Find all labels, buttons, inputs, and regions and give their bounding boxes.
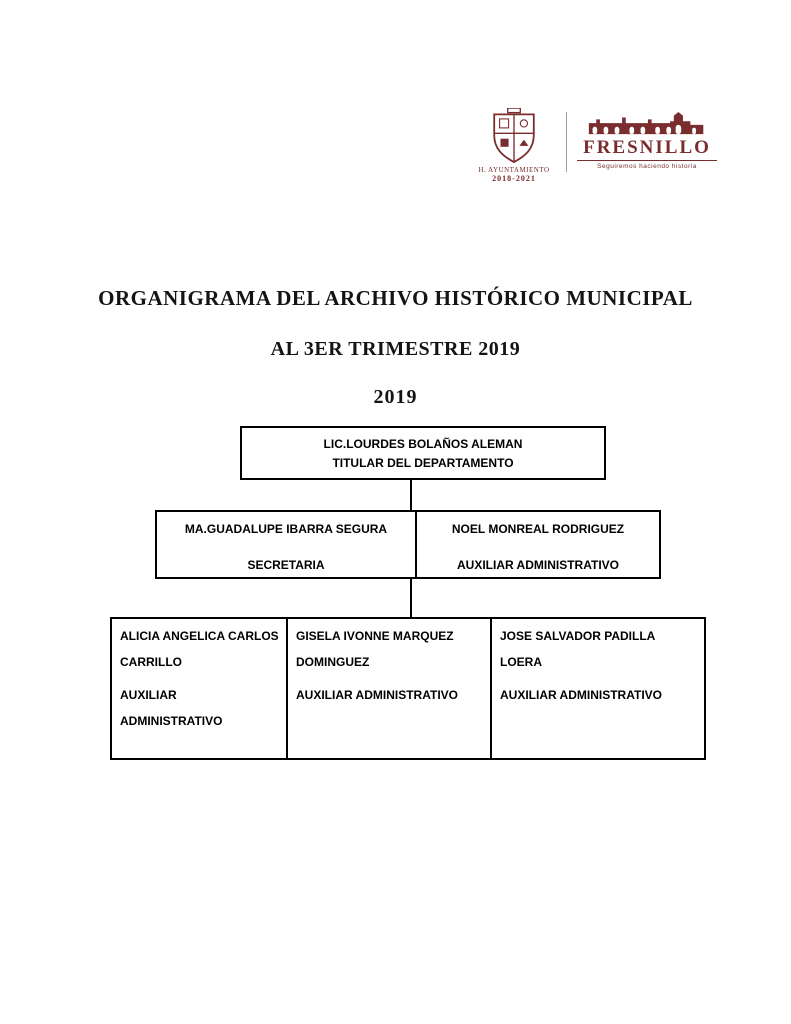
document-subtitle: AL 3ER TRIMESTRE 2019 [270,338,521,360]
header-logos [468,108,717,183]
fresnillo-tagline: Seguiremos haciendo historia [597,163,697,170]
auxiliar-padilla-name: JOSE SALVADOR PADILLA LOERA [500,629,655,669]
org-cell-auxiliar-marquez [288,619,492,758]
titular-name: LIC.LOURDES BOLAÑOS ALEMAN [323,437,523,451]
connector-line-bottom [410,579,412,617]
auxiliar-marquez-role: AUXILIAR ADMINISTRATIVO [296,688,458,702]
auxiliar-padilla-role: AUXILIAR ADMINISTRATIVO [500,688,662,702]
ayuntamiento-crest-icon [487,108,541,164]
crest-caption [468,166,560,183]
crest-caption-line2: 2018-2021 [492,174,536,183]
org-cell-auxiliar-carlos [112,619,288,758]
auxiliar-monreal-name: NOEL MONREAL RODRIGUEZ [451,522,625,536]
auxiliar-monreal-role: AUXILIAR ADMINISTRATIVO [457,558,619,572]
auxiliar-carlos-role: AUXILIAR ADMINISTRATIVO [120,688,223,728]
title-block [0,288,791,407]
connector-line-top [410,480,412,510]
auxiliar-marquez-name: GISELA IVONNE MARQUEZ DOMINGUEZ [296,629,454,669]
fresnillo-wordmark: FRESNILLO [577,137,717,161]
crest-caption-line1: H. AYUNTAMIENTO [478,166,550,174]
document-title: ORGANIGRAMA DEL ARCHIVO HISTÓRICO MUNICIPAL [98,286,693,310]
secretaria-role: SECRETARIA [247,558,325,572]
org-cell-secretaria [157,512,417,577]
logo-divider [566,112,567,172]
org-cell-auxiliar-padilla [492,619,704,758]
secretaria-name: MA.GUADALUPE IBARRA SEGURA [184,522,388,536]
document-year: 2019 [373,386,418,408]
ayuntamiento-crest [468,108,560,183]
org-box-titular [240,426,606,480]
org-cell-auxiliar-monreal [417,512,659,577]
fresnillo-building-icon [585,112,709,136]
titular-role: TITULAR DEL DEPARTAMENTO [332,456,514,470]
org-box-level2 [155,510,661,579]
org-box-level3 [110,617,706,760]
auxiliar-carlos-name: ALICIA ANGELICA CARLOS CARRILLO [120,629,279,669]
fresnillo-logo [577,108,717,170]
